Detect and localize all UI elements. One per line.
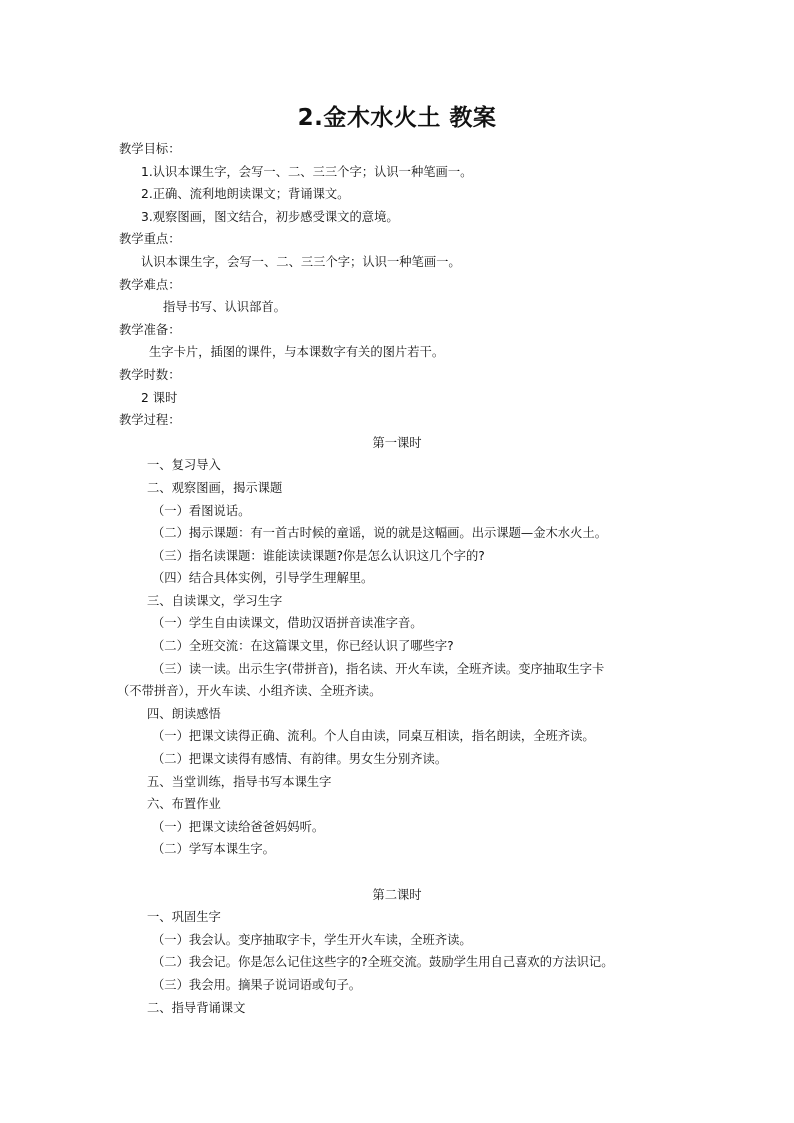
lesson-1-step-6-sub-2: （二）学写本课生字。 <box>152 842 275 857</box>
lesson-1-step-6: 六、布置作业 <box>147 797 221 812</box>
heading-hours: 教学时数： <box>119 367 181 382</box>
lesson-1-step-2-sub-3: （三）指名读课题：谁能读读课题?你是怎么认识这几个字的? <box>152 548 485 563</box>
lesson-1-step-1: 一、复习导入 <box>147 458 221 473</box>
lesson-1-step-5: 五、当堂训练，指导书写本课生字 <box>147 774 332 789</box>
lesson-2-heading: 第二课时 <box>372 887 422 902</box>
hours-text: 2 课时 <box>141 390 178 405</box>
lesson-2-step-1-sub-2: （二）我会记。你是怎么记住这些字的?全班交流。鼓励学生用自己喜欢的方法识记。 <box>152 955 614 970</box>
lesson-1-step-3-sub-2: （二）全班交流：在这篇课文里，你已经认识了哪些字? <box>152 639 454 654</box>
lesson-1-step-2-sub-1: （一）看图说话。 <box>152 503 251 518</box>
lesson-1-step-3-sub-3-cont: （不带拼音），开火车读、小组齐读、全班齐读。 <box>117 684 382 699</box>
lesson-1-step-3: 三、自读课文，学习生字 <box>147 593 283 608</box>
lesson-2-step-2: 二、指导背诵课文 <box>147 1000 246 1015</box>
document-body <box>119 138 689 1019</box>
document-title: 2.金木水火土 教案 <box>297 105 497 131</box>
lesson-2-step-1-sub-3: （三）我会用。摘果子说词语或句子。 <box>152 977 362 992</box>
lesson-1-step-2-sub-2: （二）揭示课题：有一首古时候的童谣，说的就是这幅画。出示课题—金木水火土。 <box>152 526 607 541</box>
lesson-1-step-3-sub-3: （三）读一读。出示生字(带拼音)，指名读、开火车读，全班齐读。变序抽取生字卡 <box>152 661 605 676</box>
preparation-text: 生字卡片，插图的课件，与本课数字有关的图片若干。 <box>149 345 445 360</box>
objective-1: 1.认识本课生字，会写一、二、三三个字；认识一种笔画一。 <box>141 164 473 179</box>
lesson-1-step-2-sub-4: （四）结合具体实例，引导学生理解里。 <box>152 571 374 586</box>
lesson-1-heading: 第一课时 <box>372 435 422 450</box>
key-points-text: 认识本课生字，会写一、二、三三个字；认识一种笔画一。 <box>141 254 461 269</box>
lesson-1-step-4-sub-2: （二）把课文读得有感情、有韵律。男女生分别齐读。 <box>152 752 448 767</box>
heading-preparation: 教学准备： <box>119 322 181 337</box>
lesson-1-step-4: 四、朗读感悟 <box>147 706 221 721</box>
objective-3: 3.观察图画，图文结合，初步感受课文的意境。 <box>141 209 399 224</box>
lesson-2-step-1-sub-1: （一）我会认。变序抽取字卡，学生开火车读，全班齐读。 <box>152 932 472 947</box>
lesson-1-step-6-sub-1: （一）把课文读给爸爸妈妈听。 <box>152 819 325 834</box>
lesson-1-step-4-sub-1: （一）把课文读得正确、流利。个人自由读，同桌互相读，指名朗读，全班齐读。 <box>152 729 595 744</box>
objective-2: 2.正确、流利地朗读课文；背诵课文。 <box>141 187 350 202</box>
heading-key-points: 教学重点： <box>119 232 181 247</box>
heading-objectives: 教学目标： <box>119 142 181 156</box>
heading-difficulties: 教学难点： <box>119 277 181 292</box>
blank-line <box>119 861 689 884</box>
lesson-1-step-3-sub-1: （一）学生自由读课文，借助汉语拼音读准字音。 <box>152 616 423 631</box>
lesson-2-step-1: 一、巩固生字 <box>147 910 221 925</box>
heading-process: 教学过程： <box>119 413 181 428</box>
lesson-1-step-2: 二、观察图画，揭示课题 <box>147 480 283 495</box>
difficulties-text: 指导书写、认识部首。 <box>163 300 286 315</box>
